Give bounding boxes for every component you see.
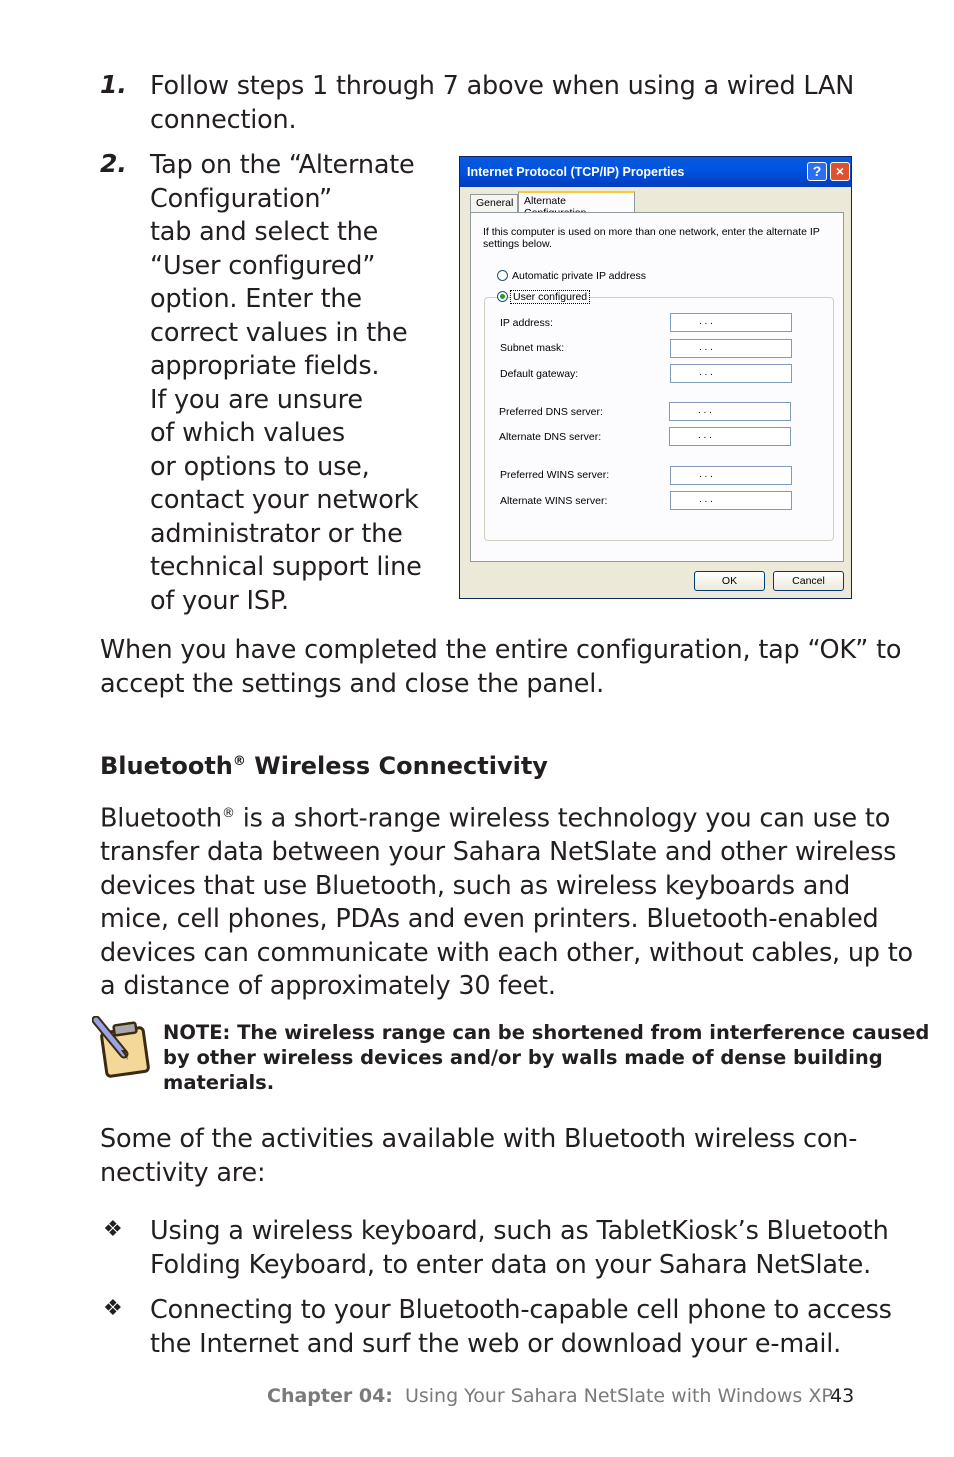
field-label: Preferred WINS server: bbox=[500, 469, 610, 481]
close-icon[interactable]: × bbox=[830, 162, 850, 181]
note-line: by other wireless devices and/or by walls made of dense building bbox=[163, 1046, 883, 1069]
activities-intro bbox=[100, 1123, 857, 1190]
intro-line: settings below. bbox=[483, 238, 552, 250]
bluetooth-paragraph bbox=[100, 797, 913, 1004]
alternate-wins-input[interactable] bbox=[670, 491, 792, 510]
help-icon[interactable]: ? bbox=[807, 162, 827, 181]
ip-value: . . . bbox=[699, 342, 713, 353]
step-2-line: “User configured” bbox=[150, 250, 376, 281]
paragraph-line: devices that use Bluetooth, such as wireless keyboards and bbox=[100, 870, 851, 901]
note-pad-pencil-icon bbox=[92, 1016, 154, 1078]
step-1-line: Follow steps 1 through 7 above when using a wired LAN bbox=[150, 71, 855, 101]
field-label: Preferred DNS server: bbox=[499, 406, 603, 418]
tcpip-properties-dialog bbox=[459, 156, 852, 599]
step-2-line: administrator or the bbox=[150, 518, 403, 549]
step-1-line: connection. bbox=[150, 104, 297, 135]
paragraph-line: accept the settings and close the panel. bbox=[100, 668, 605, 699]
radio-user-configured-label: User configured bbox=[510, 290, 590, 304]
paragraph-line: mice, cell phones, PDAs and even printers. Bluetooth-enabled bbox=[100, 904, 879, 934]
footer-chapter: Chapter 04: bbox=[267, 1385, 393, 1407]
paragraph-line bbox=[100, 797, 913, 836]
tab-general[interactable]: General bbox=[470, 194, 518, 212]
subnet-mask-input[interactable] bbox=[670, 339, 792, 358]
bullet-icon: ❖ bbox=[103, 1217, 123, 1242]
paragraph-line: Some of the activities available with Bluetooth wireless con- bbox=[100, 1124, 858, 1154]
step-2-line: Tap on the “Alternate bbox=[150, 150, 415, 180]
radio-automatic[interactable] bbox=[497, 270, 508, 281]
page-footer bbox=[267, 1385, 833, 1407]
step-number-2: 2. bbox=[100, 149, 127, 178]
preferred-dns-input[interactable] bbox=[669, 402, 791, 421]
field-label: Default gateway: bbox=[500, 368, 579, 380]
step-number-1: 1. bbox=[100, 70, 127, 99]
field-label: IP address: bbox=[500, 317, 553, 329]
bullet-line: the Internet and surf the web or download your e-mail. bbox=[150, 1328, 842, 1359]
ip-value: . . . bbox=[699, 494, 713, 505]
ip-value: . . . bbox=[698, 405, 712, 416]
step-2-line: correct values in the bbox=[150, 317, 408, 348]
bullet-line: Folding Keyboard, to enter data on your Sahara NetSlate. bbox=[150, 1249, 872, 1280]
tab-panel bbox=[470, 212, 844, 562]
ip-value: . . . bbox=[698, 430, 712, 441]
step-2-text bbox=[150, 149, 422, 618]
bullet-item bbox=[150, 1294, 892, 1361]
heading-text: Bluetooth bbox=[100, 752, 233, 780]
para-rest: is a short-range wireless technology you can use to bbox=[234, 803, 891, 834]
note-line: NOTE: The wireless range can be shortened from interference caused bbox=[163, 1021, 930, 1044]
note-text bbox=[163, 1020, 929, 1095]
completion-paragraph bbox=[100, 634, 901, 701]
para-lead: Bluetooth bbox=[100, 803, 222, 834]
cancel-button[interactable]: Cancel bbox=[773, 571, 844, 591]
intro-line: If this computer is used on more than one network, enter the alternate IP bbox=[483, 226, 820, 238]
field-label: Alternate WINS server: bbox=[500, 495, 608, 507]
ip-value: . . . bbox=[699, 316, 713, 327]
step-2-line: If you are unsure bbox=[150, 384, 363, 415]
registered-mark: ® bbox=[222, 806, 235, 821]
note-line: materials. bbox=[163, 1071, 275, 1094]
paragraph-line: devices can communicate with each other, without cables, up to bbox=[100, 937, 913, 968]
paragraph-line: a distance of approximately 30 feet. bbox=[100, 971, 556, 1001]
step-1-text bbox=[150, 70, 854, 137]
dialog-title: Internet Protocol (TCP/IP) Properties bbox=[467, 165, 685, 179]
paragraph-line: nectivity are: bbox=[100, 1157, 266, 1188]
radio-user-configured[interactable] bbox=[497, 291, 508, 302]
page-number: 43 bbox=[830, 1385, 855, 1407]
paragraph-line: transfer data between your Sahara NetSlate and other wireless bbox=[100, 837, 897, 867]
tab-alternate-configuration[interactable]: Alternate bbox=[518, 191, 635, 212]
footer-title: Using Your Sahara NetSlate with Windows XP bbox=[404, 1385, 833, 1407]
bullet-icon: ❖ bbox=[103, 1296, 123, 1321]
heading-text-rest: Wireless Connectivity bbox=[245, 752, 548, 780]
radio-automatic-label: Automatic private IP address bbox=[512, 270, 647, 282]
ip-value: . . . bbox=[699, 367, 713, 378]
paragraph-line: When you have completed the entire configuration, tap “OK” to bbox=[100, 635, 902, 665]
bullet-line: Using a wireless keyboard, such as TabletKiosk’s Bluetooth bbox=[150, 1216, 889, 1246]
registered-mark: ® bbox=[232, 754, 246, 769]
section-heading bbox=[100, 752, 548, 780]
step-2-line: appropriate fields. bbox=[150, 351, 380, 381]
ok-button[interactable]: OK bbox=[694, 571, 765, 591]
step-2-line: Configuration” bbox=[150, 183, 332, 214]
step-2-line: of which values bbox=[150, 418, 346, 448]
step-2-line: contact your network bbox=[150, 485, 419, 515]
dialog-titlebar bbox=[460, 157, 851, 187]
preferred-wins-input[interactable] bbox=[670, 466, 792, 485]
step-2-line: of your ISP. bbox=[150, 585, 289, 616]
step-2-line: option. Enter the bbox=[150, 284, 362, 314]
bullet-line: Connecting to your Bluetooth-capable cell phone to access bbox=[150, 1295, 892, 1325]
ip-value: . . . bbox=[699, 469, 713, 480]
ip-address-input[interactable] bbox=[670, 313, 792, 332]
step-2-line: technical support line bbox=[150, 552, 422, 582]
field-label: Subnet mask: bbox=[500, 342, 565, 354]
step-2-line: or options to use, bbox=[150, 451, 370, 482]
alternate-dns-input[interactable] bbox=[669, 427, 791, 446]
step-2-line: tab and select the bbox=[150, 217, 379, 247]
default-gateway-input[interactable] bbox=[670, 364, 792, 383]
field-label: Alternate DNS server: bbox=[499, 431, 602, 443]
bullet-item bbox=[150, 1215, 889, 1282]
